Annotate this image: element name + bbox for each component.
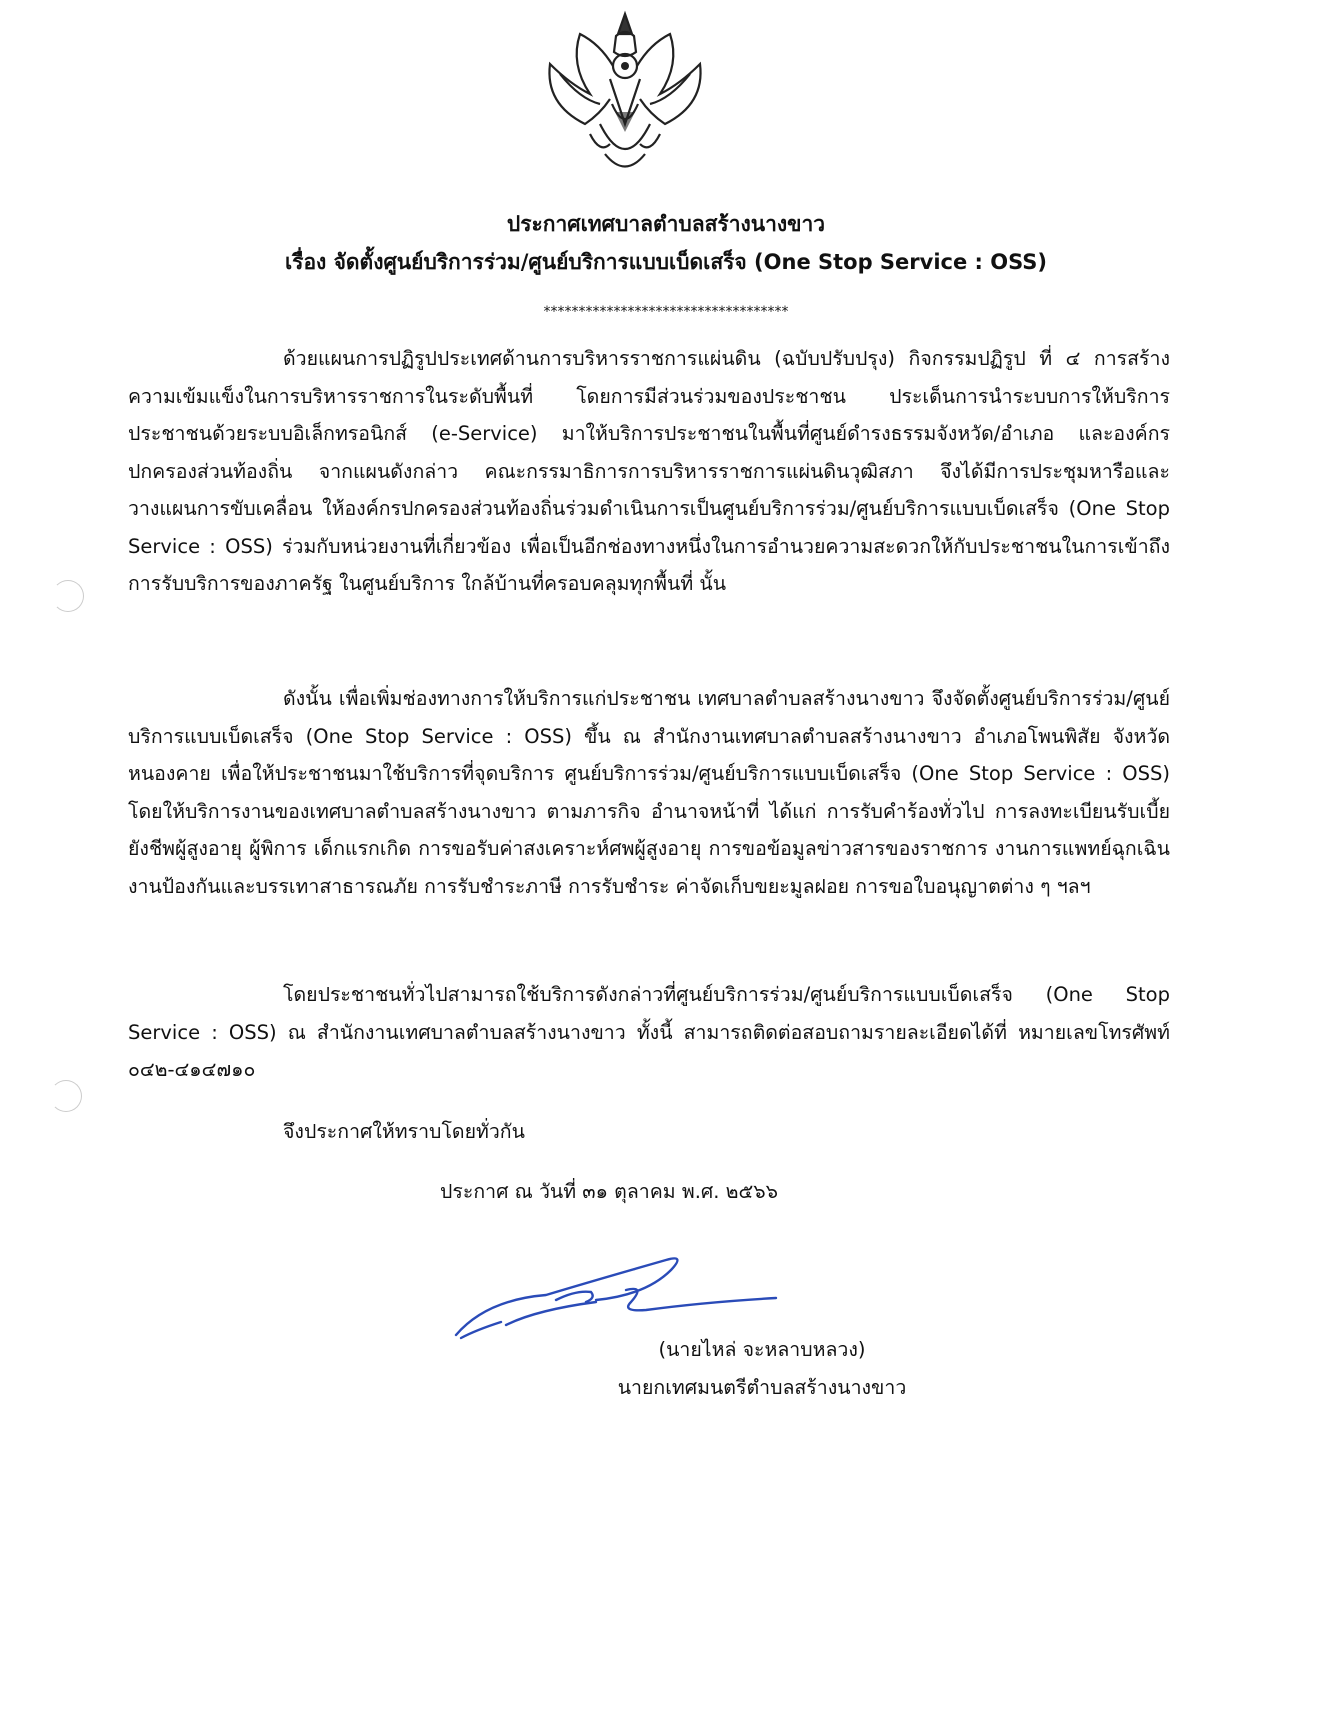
document-title: ประกาศเทศบาลตำบลสร้างนางขาว <box>506 212 826 236</box>
body-paragraph-1: ด้วยแผนการปฏิรูปประเทศด้านการบริหารราชการแผ่นดิน (ฉบับปรับปรุง) กิจกรรมปฏิรูป ที่ ๔ การสร้างความเข้มแข็งในการบริหารราชการในระดับพื้นที่ โดยการมีส่วนร่วมของประชาชน ประเด็นการนำระบบการให้บริการประชาชนด้วยระบบอิเล็กทรอนิกส์ (e-Service) มาให้บริการประชาชนในพื้นที่ศูนย์ดำรงธรรมจังหวัด/อำเภอ และองค์กรปกครองส่วนท้องถิ่น จากแผนดังกล่าว คณะกรรมาธิการการบริหารราชการแผ่นดินวุฒิสภา จึงได้มีการประชุมหารือและวางแผนการขับเคลื่อน ให้องค์กรปกครองส่วนท้องถิ่นร่วมดำเนินการเป็นศูนย์บริการร่วม/ศูนย์บริการแบบเบ็ดเสร็จ (One Stop Service : OSS) ร่วมกับหน่วยงานที่เกี่ยวข้อง เพื่อเป็นอีกช่องทางหนึ่งในการอำนวยความสะดวกให้กับประชาชนในการเข้าถึงการรับบริการของภาครัฐ ในศูนย์บริการ ใกล้บ้านที่ครอบคลุมทุกพื้นที่ นั้น <box>128 347 1170 595</box>
punch-hole-mark <box>50 1080 82 1112</box>
signer-title: นายกเทศมนตรีตำบลสร้างนางขาว <box>617 1376 907 1399</box>
garuda-emblem-icon <box>530 4 720 184</box>
body-paragraph-3: โดยประชาชนทั่วไปสามารถใช้บริการดังกล่าวที่ศูนย์บริการร่วม/ศูนย์บริการแบบเบ็ดเสร็จ (One Stop Service : OSS) ณ สำนักงานเทศบาลตำบลสร้างนางขาว ทั้งนี้ สามารถติดต่อสอบถามรายละเอียดได้ที่ หมายเลขโทรศัพท์ ๐๔๒-๔๑๔๗๑๐ <box>128 983 1170 1081</box>
signer-name: (นายไหล่ จะหลาบหลวง) <box>658 1338 866 1361</box>
document-subject: เรื่อง จัดตั้งศูนย์บริการร่วม/ศูนย์บริการแบบเบ็ดเสร็จ (One Stop Service : OSS) <box>284 250 1048 274</box>
announcement-date: ประกาศ ณ วันที่ ๓๑ ตุลาคม พ.ศ. ๒๕๖๖ <box>440 1180 779 1203</box>
body-paragraph-2: ดังนั้น เพื่อเพิ่มช่องทางการให้บริการแก่ประชาชน เทศบาลตำบลสร้างนางขาว จึงจัดตั้งศูนย์บริการร่วม/ศูนย์บริการแบบเบ็ดเสร็จ (One Stop Service : OSS) ขึ้น ณ สำนักงานเทศบาลตำบลสร้างนางขาว อำเภอโพนพิสัย จังหวัดหนองคาย เพื่อให้ประชาชนมาใช้บริการที่จุดบริการ ศูนย์บริการร่วม/ศูนย์บริการแบบเบ็ดเสร็จ (One Stop Service : OSS) โดยให้บริการงานของเทศบาลตำบลสร้างนางขาว ตามภารกิจ อำนาจหน้าที่ ได้แก่ การรับคำร้องทั่วไป การลงทะเบียนรับเบี้ยยังชีพผู้สูงอายุ ผู้พิการ เด็กแรกเกิด การขอรับค่าสงเคราะห์ศพผู้สูงอายุ การขอข้อมูลข่าวสารของราชการ งานการแพทย์ฉุกเฉิน งานป้องกันและบรรเทาสาธารณภัย การรับชำระภาษี การรับชำระ ค่าจัดเก็บขยะมูลฝอย การขอใบอนุญาตต่าง ๆ ฯลฯ <box>128 687 1170 898</box>
punch-hole-mark <box>52 580 84 612</box>
separator-line: *********************************** <box>543 304 789 320</box>
announcement-line: จึงประกาศให้ทราบโดยทั่วกัน <box>283 1120 525 1143</box>
